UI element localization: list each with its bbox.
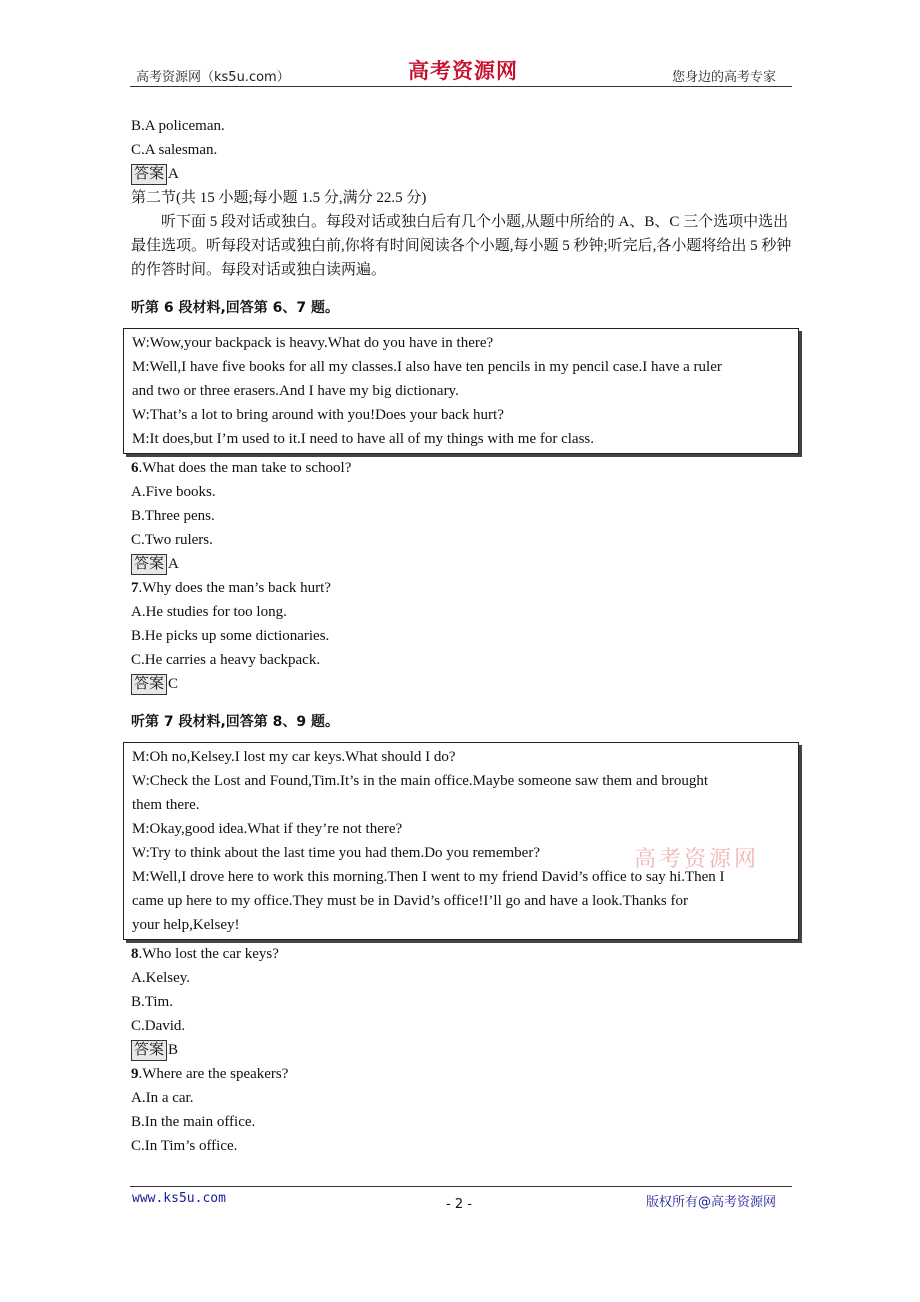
q8-option-c: C.David. — [131, 1018, 186, 1034]
header-slogan: 您身边的高考专家 — [672, 70, 777, 85]
transcript-line: W:Try to think about the last time you had them.Do you remember? — [132, 845, 540, 861]
transcript-line: M:Well,I drove here to work this morning.Then I went to my friend David’s office to say hi.Then I — [132, 869, 725, 885]
q7-option-c: C.He carries a heavy backpack. — [131, 652, 321, 668]
section6-transcript — [123, 328, 799, 454]
transcript-line: them there. — [132, 797, 200, 813]
footer-link[interactable]: www.ks5u.com — [132, 1191, 226, 1206]
question-7 — [131, 576, 793, 600]
transcript-line: W:Wow,your backpack is heavy.What do you have in there? — [132, 335, 494, 351]
question-number: 8 — [131, 946, 139, 962]
header-divider — [130, 86, 792, 87]
q6-option-c: C.Two rulers. — [131, 532, 213, 548]
answer-tag: 答案 — [131, 1040, 167, 1061]
answer-tag: 答案 — [131, 674, 167, 695]
prev-option-b: B.A policeman. — [131, 118, 225, 134]
question-9 — [131, 1062, 793, 1086]
footer-copyright: 版权所有@高考资源网 — [646, 1195, 777, 1210]
answer-value: B — [168, 1042, 179, 1058]
transcript-line: M:Okay,good idea.What if they’re not there? — [132, 821, 403, 837]
section6-heading: 听第 6 段材料,回答第 6、7 题。 — [131, 300, 340, 316]
transcript-line: M:Oh no,Kelsey.I lost my car keys.What should I do? — [132, 749, 456, 765]
part2-title: 第二节(共 15 小题;每小题 1.5 分,满分 22.5 分) — [131, 190, 427, 206]
q8-option-a: A.Kelsey. — [131, 970, 191, 986]
question-number: 9 — [131, 1066, 139, 1082]
section7-heading: 听第 7 段材料,回答第 8、9 题。 — [131, 714, 340, 730]
answer-value: A — [168, 166, 179, 182]
transcript-line: your help,Kelsey! — [132, 917, 240, 933]
q6-option-b: B.Three pens. — [131, 508, 215, 524]
section7-transcript — [123, 742, 799, 940]
q8-option-b: B.Tim. — [131, 994, 173, 1010]
transcript-line: W:Check the Lost and Found,Tim.It’s in the main office.Maybe someone saw them and brought — [132, 773, 709, 789]
q7-option-b: B.He picks up some dictionaries. — [131, 628, 330, 644]
header-site-name: 高考资源网（ks5u.com） — [136, 70, 290, 85]
transcript-line: M:Well,I have five books for all my classes.I also have ten pencils in my pencil case.I have a ruler — [132, 359, 722, 375]
question-text: .What does the man take to school? — [138, 460, 352, 476]
question-6 — [131, 456, 793, 480]
q6-answer-line — [131, 552, 793, 576]
header-logo: 高考资源网 — [408, 58, 518, 83]
q7-option-a: A.He studies for too long. — [131, 604, 287, 620]
footer-divider — [130, 1186, 792, 1187]
transcript-line: came up here to my office.They must be in David’s office!I’ll go and have a look.Thanks for — [132, 893, 688, 909]
q8-answer-line — [131, 1038, 793, 1062]
watermark-logo: 高考资源网 — [634, 847, 760, 872]
question-text: .Where are the speakers? — [138, 1066, 289, 1082]
document-body — [131, 114, 793, 1158]
question-text: .Why does the man’s back hurt? — [138, 580, 331, 596]
question-text: .Who lost the car keys? — [138, 946, 279, 962]
q9-option-b: B.In the main office. — [131, 1114, 256, 1130]
prev-option-c: C.A salesman. — [131, 142, 218, 158]
part2-instructions: 听下面 5 段对话或独白。每段对话或独白后有几个小题,从题中所给的 A、B、C 三个选项中选出最佳选项。听每段对话或独白前,你将有时间阅读各个小题,每小题 5 秒钟;听完后,各小题将给出 5 秒钟的作答时间。每段对话或独白读两遍。 — [131, 214, 792, 278]
page-number: - 2 - — [446, 1197, 472, 1212]
transcript-line: W:That’s a lot to bring around with you!Does your back hurt? — [132, 407, 504, 423]
answer-tag: 答案 — [131, 164, 167, 185]
q9-option-c: C.In Tim’s office. — [131, 1138, 238, 1154]
transcript-line: and two or three erasers.And I have my big dictionary. — [132, 383, 459, 399]
q7-answer-line — [131, 672, 793, 696]
answer-value: C — [168, 676, 179, 692]
answer-tag: 答案 — [131, 554, 167, 575]
question-number: 7 — [131, 580, 139, 596]
q9-option-a: A.In a car. — [131, 1090, 194, 1106]
prev-answer-line — [131, 162, 793, 186]
question-8 — [131, 942, 793, 966]
answer-value: A — [168, 556, 179, 572]
question-number: 6 — [131, 460, 139, 476]
transcript-line: M:It does,but I’m used to it.I need to have all of my things with me for class. — [132, 431, 594, 447]
q6-option-a: A.Five books. — [131, 484, 216, 500]
